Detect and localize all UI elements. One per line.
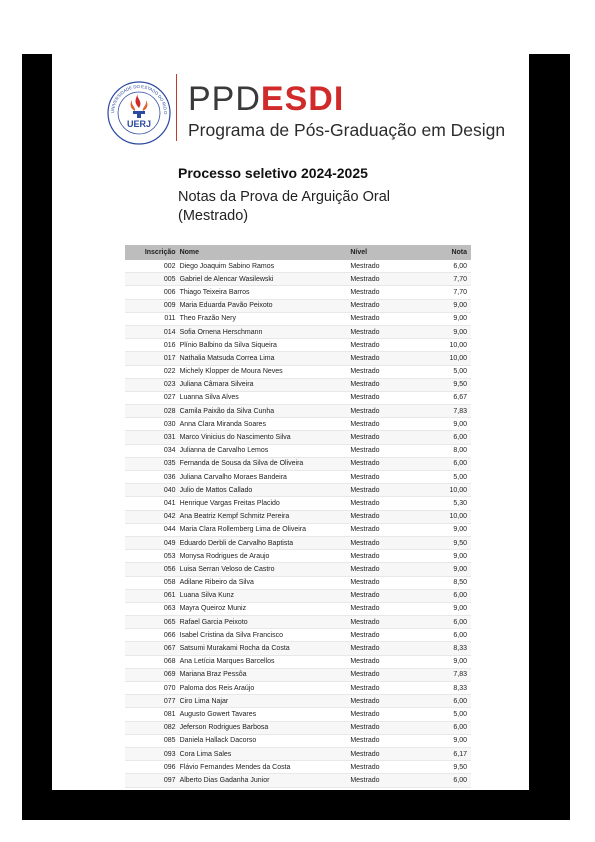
cell-nivel: Mestrado xyxy=(348,339,421,352)
cell-nota: 6,00 xyxy=(421,457,471,470)
table-row xyxy=(125,761,471,774)
cell-nome: Anna Clara Miranda Soares xyxy=(178,418,349,431)
cell-nivel: Mestrado xyxy=(348,589,421,602)
logo-divider xyxy=(176,74,177,141)
cell-nivel: Mestrado xyxy=(348,325,421,338)
cell-nome: Luisa Serran Veloso de Castro xyxy=(178,563,349,576)
page-title: Processo seletivo 2024-2025 xyxy=(178,165,368,181)
cell-nota: 9,50 xyxy=(421,378,471,391)
table-row xyxy=(125,550,471,563)
cell-nivel: Mestrado xyxy=(348,352,421,365)
uerj-seal-logo xyxy=(106,80,172,146)
cell-nivel: Mestrado xyxy=(348,484,421,497)
table-row xyxy=(125,273,471,286)
table-header-row xyxy=(125,245,471,260)
cell-nivel: Mestrado xyxy=(348,668,421,681)
cell-nome: Camila Paixão da Silva Cunha xyxy=(178,405,349,418)
cell-nota: 9,00 xyxy=(421,655,471,668)
table-row xyxy=(125,774,471,787)
cell-inscricao: 053 xyxy=(125,550,178,563)
cell-nome: Theo Frazão Nery xyxy=(178,312,349,325)
cell-nivel: Mestrado xyxy=(348,576,421,589)
cell-nivel: Mestrado xyxy=(348,682,421,695)
cell-nivel: Mestrado xyxy=(348,747,421,760)
brand-ppd: PPD xyxy=(188,80,261,118)
cell-nome: Cora Lima Sales xyxy=(178,747,349,760)
cell-nivel: Mestrado xyxy=(348,299,421,312)
cell-nivel: Mestrado xyxy=(348,365,421,378)
cell-inscricao: 068 xyxy=(125,655,178,668)
cell-nota: 6,00 xyxy=(421,695,471,708)
cell-nome: Plínio Balbino da Silva Siqueira xyxy=(178,339,349,352)
cell-nivel: Mestrado xyxy=(348,418,421,431)
cell-nota: 8,33 xyxy=(421,642,471,655)
brand-logo xyxy=(188,82,344,116)
table-row xyxy=(125,682,471,695)
header-nota: Nota xyxy=(421,245,471,260)
table-row xyxy=(125,734,471,747)
table-row xyxy=(125,391,471,404)
cell-nota: 6,00 xyxy=(421,774,471,787)
table-row xyxy=(125,444,471,457)
cell-inscricao: 027 xyxy=(125,391,178,404)
cell-nome: Marco Vinicius do Nascimento Silva xyxy=(178,431,349,444)
table-row xyxy=(125,457,471,470)
cell-nivel: Mestrado xyxy=(348,602,421,615)
cell-nivel: Mestrado xyxy=(348,761,421,774)
cell-nome: Alberto Dias Gadanha Junior xyxy=(178,774,349,787)
cell-nivel: Mestrado xyxy=(348,457,421,470)
cell-nota: 9,00 xyxy=(421,550,471,563)
table-row xyxy=(125,405,471,418)
header-nivel: Nível xyxy=(348,245,421,260)
cell-nivel: Mestrado xyxy=(348,563,421,576)
cell-nome: Luana Silva Kunz xyxy=(178,589,349,602)
cell-nome: Thiago Teixeira Barros xyxy=(178,286,349,299)
table-row xyxy=(125,497,471,510)
table-row xyxy=(125,708,471,721)
cell-inscricao: 014 xyxy=(125,325,178,338)
cell-nome: Ciro Lima Najar xyxy=(178,695,349,708)
cell-nota: 6,00 xyxy=(421,589,471,602)
cell-nota: 7,70 xyxy=(421,273,471,286)
cell-nota: 9,00 xyxy=(421,312,471,325)
cell-nivel: Mestrado xyxy=(348,405,421,418)
cell-inscricao: 023 xyxy=(125,378,178,391)
cell-nome: Daniela Hallack Dacorso xyxy=(178,734,349,747)
cell-inscricao: 097 xyxy=(125,774,178,787)
cell-inscricao: 011 xyxy=(125,312,178,325)
cell-nivel: Mestrado xyxy=(348,708,421,721)
cell-nota: 6,00 xyxy=(421,616,471,629)
cell-nivel: Mestrado xyxy=(348,497,421,510)
cell-inscricao: 082 xyxy=(125,721,178,734)
cell-inscricao: 002 xyxy=(125,260,178,273)
cell-nota: 9,50 xyxy=(421,536,471,549)
cell-nota: 9,00 xyxy=(421,734,471,747)
cell-inscricao: 028 xyxy=(125,405,178,418)
table-row xyxy=(125,721,471,734)
header-inscricao: Inscrição xyxy=(125,245,178,260)
brand-esdi: ESDI xyxy=(260,80,345,118)
cell-nota: 5,00 xyxy=(421,708,471,721)
cell-nome: Julianna de Carvalho Lemos xyxy=(178,444,349,457)
table-row xyxy=(125,629,471,642)
table-row xyxy=(125,312,471,325)
cell-nota: 5,30 xyxy=(421,497,471,510)
cell-nota: 9,00 xyxy=(421,563,471,576)
cell-nome: Mayra Queiroz Muniz xyxy=(178,602,349,615)
table-row xyxy=(125,484,471,497)
cell-nome: Julio de Mattos Callado xyxy=(178,484,349,497)
cell-inscricao: 081 xyxy=(125,708,178,721)
cell-nome: Nathalia Matsuda Correa Lima xyxy=(178,352,349,365)
table-row xyxy=(125,616,471,629)
program-name: Programa de Pós-Graduação em Design xyxy=(188,120,506,140)
cell-nome: Luanna Silva Alves xyxy=(178,391,349,404)
table-row xyxy=(125,325,471,338)
cell-nota: 10,00 xyxy=(421,510,471,523)
cell-inscricao: 016 xyxy=(125,339,178,352)
cell-nota: 10,00 xyxy=(421,339,471,352)
cell-nota: 6,00 xyxy=(421,629,471,642)
cell-inscricao: 009 xyxy=(125,299,178,312)
cell-nivel: Mestrado xyxy=(348,431,421,444)
cell-nota: 6,17 xyxy=(421,747,471,760)
cell-nivel: Mestrado xyxy=(348,616,421,629)
cell-nome: Juliana Câmara Silveira xyxy=(178,378,349,391)
cell-inscricao: 049 xyxy=(125,536,178,549)
cell-inscricao: 069 xyxy=(125,668,178,681)
table-row xyxy=(125,695,471,708)
cell-nivel: Mestrado xyxy=(348,774,421,787)
cell-nome: Michely Klopper de Moura Neves xyxy=(178,365,349,378)
cell-nome: Isabel Cristina da Silva Francisco xyxy=(178,629,349,642)
cell-nota: 8,00 xyxy=(421,444,471,457)
table-row xyxy=(125,747,471,760)
cell-nota: 5,00 xyxy=(421,471,471,484)
header-nome: Nome xyxy=(178,245,349,260)
seal-ring-text: UNIVERSIDADE DO ESTADO DO RIO D xyxy=(109,83,169,115)
cell-nivel: Mestrado xyxy=(348,695,421,708)
table-row xyxy=(125,602,471,615)
cell-nivel: Mestrado xyxy=(348,629,421,642)
cell-inscricao: 096 xyxy=(125,761,178,774)
cell-nome: Fernanda de Sousa da Silva de Oliveira xyxy=(178,457,349,470)
cell-nivel: Mestrado xyxy=(348,273,421,286)
cell-inscricao: 006 xyxy=(125,286,178,299)
table-row xyxy=(125,339,471,352)
table-row xyxy=(125,536,471,549)
cell-inscricao: 093 xyxy=(125,747,178,760)
cell-nota: 9,00 xyxy=(421,602,471,615)
cell-nome: Jeferson Rodrigues Barbosa xyxy=(178,721,349,734)
cell-nome: Monysa Rodrigues de Araujo xyxy=(178,550,349,563)
cell-inscricao: 041 xyxy=(125,497,178,510)
cell-nome: Adilane Ribeiro da Silva xyxy=(178,576,349,589)
cell-nome: Flávio Fernandes Mendes da Costa xyxy=(178,761,349,774)
cell-nivel: Mestrado xyxy=(348,523,421,536)
cell-nota: 7,83 xyxy=(421,668,471,681)
cell-nota: 9,00 xyxy=(421,325,471,338)
table-row xyxy=(125,352,471,365)
cell-nota: 10,00 xyxy=(421,352,471,365)
cell-nivel: Mestrado xyxy=(348,550,421,563)
cell-inscricao: 061 xyxy=(125,589,178,602)
cell-inscricao: 017 xyxy=(125,352,178,365)
cell-nome: Augusto Gowert Tavares xyxy=(178,708,349,721)
cell-nome: Rafael Garcia Peixoto xyxy=(178,616,349,629)
table-row xyxy=(125,589,471,602)
cell-inscricao: 022 xyxy=(125,365,178,378)
cell-nivel: Mestrado xyxy=(348,286,421,299)
cell-inscricao: 040 xyxy=(125,484,178,497)
table-row xyxy=(125,471,471,484)
cell-nivel: Mestrado xyxy=(348,734,421,747)
cell-nivel: Mestrado xyxy=(348,378,421,391)
seal-text: UERJ xyxy=(126,119,152,129)
cell-nota: 9,50 xyxy=(421,761,471,774)
page-subtitle: Notas da Prova de Arguição Oral (Mestrado) xyxy=(178,189,390,224)
cell-nota: 6,00 xyxy=(421,721,471,734)
table-row xyxy=(125,642,471,655)
table-row xyxy=(125,431,471,444)
cell-nome: Satsumi Murakami Rocha da Costa xyxy=(178,642,349,655)
table-row xyxy=(125,286,471,299)
cell-nota: 10,00 xyxy=(421,484,471,497)
cell-nome: Ana Beatriz Kempf Schmitz Pereira xyxy=(178,510,349,523)
cell-inscricao: 030 xyxy=(125,418,178,431)
cell-nome: Maria Eduarda Pavão Peixoto xyxy=(178,299,349,312)
cell-inscricao: 070 xyxy=(125,682,178,695)
cell-nivel: Mestrado xyxy=(348,721,421,734)
cell-inscricao: 005 xyxy=(125,273,178,286)
cell-nota: 6,00 xyxy=(421,431,471,444)
cell-nivel: Mestrado xyxy=(348,536,421,549)
table-row xyxy=(125,655,471,668)
cell-inscricao: 036 xyxy=(125,471,178,484)
table-row xyxy=(125,523,471,536)
cell-nota: 7,83 xyxy=(421,405,471,418)
table-row xyxy=(125,576,471,589)
table-row xyxy=(125,299,471,312)
cell-nivel: Mestrado xyxy=(348,391,421,404)
cell-nome: Henrique Vargas Freitas Placido xyxy=(178,497,349,510)
grades-table xyxy=(125,245,471,788)
cell-inscricao: 056 xyxy=(125,563,178,576)
cell-nivel: Mestrado xyxy=(348,510,421,523)
cell-inscricao: 031 xyxy=(125,431,178,444)
cell-inscricao: 085 xyxy=(125,734,178,747)
table-row xyxy=(125,418,471,431)
cell-inscricao: 042 xyxy=(125,510,178,523)
cell-nivel: Mestrado xyxy=(348,312,421,325)
cell-nome: Juliana Carvalho Moraes Bandeira xyxy=(178,471,349,484)
cell-nivel: Mestrado xyxy=(348,655,421,668)
cell-nome: Sofia Ornena Herschmann xyxy=(178,325,349,338)
cell-inscricao: 066 xyxy=(125,629,178,642)
cell-inscricao: 067 xyxy=(125,642,178,655)
cell-nota: 8,50 xyxy=(421,576,471,589)
cell-inscricao: 034 xyxy=(125,444,178,457)
cell-inscricao: 058 xyxy=(125,576,178,589)
cell-nota: 6,67 xyxy=(421,391,471,404)
cell-nota: 6,00 xyxy=(421,260,471,273)
cell-inscricao: 044 xyxy=(125,523,178,536)
table-row xyxy=(125,378,471,391)
cell-nota: 9,00 xyxy=(421,299,471,312)
table-row xyxy=(125,563,471,576)
cell-nivel: Mestrado xyxy=(348,471,421,484)
cell-nome: Mariana Braz Pessôa xyxy=(178,668,349,681)
cell-inscricao: 077 xyxy=(125,695,178,708)
cell-nome: Ana Letícia Marques Barcellos xyxy=(178,655,349,668)
cell-nivel: Mestrado xyxy=(348,260,421,273)
cell-nota: 9,00 xyxy=(421,418,471,431)
table-row xyxy=(125,260,471,273)
cell-nome: Maria Clara Rollemberg Lima de Oliveira xyxy=(178,523,349,536)
table-row xyxy=(125,668,471,681)
cell-nome: Diego Joaquim Sabino Ramos xyxy=(178,260,349,273)
cell-nome: Gabriel de Alencar Wasilewski xyxy=(178,273,349,286)
cell-inscricao: 063 xyxy=(125,602,178,615)
cell-nota: 9,00 xyxy=(421,523,471,536)
cell-nome: Paloma dos Reis Araújo xyxy=(178,682,349,695)
cell-nivel: Mestrado xyxy=(348,642,421,655)
table-row xyxy=(125,365,471,378)
table-row xyxy=(125,510,471,523)
cell-nota: 8,33 xyxy=(421,682,471,695)
cell-nome: Eduardo Derbli de Carvalho Baptista xyxy=(178,536,349,549)
cell-inscricao: 065 xyxy=(125,616,178,629)
cell-nivel: Mestrado xyxy=(348,444,421,457)
cell-nota: 5,00 xyxy=(421,365,471,378)
cell-inscricao: 035 xyxy=(125,457,178,470)
cell-nota: 7,70 xyxy=(421,286,471,299)
